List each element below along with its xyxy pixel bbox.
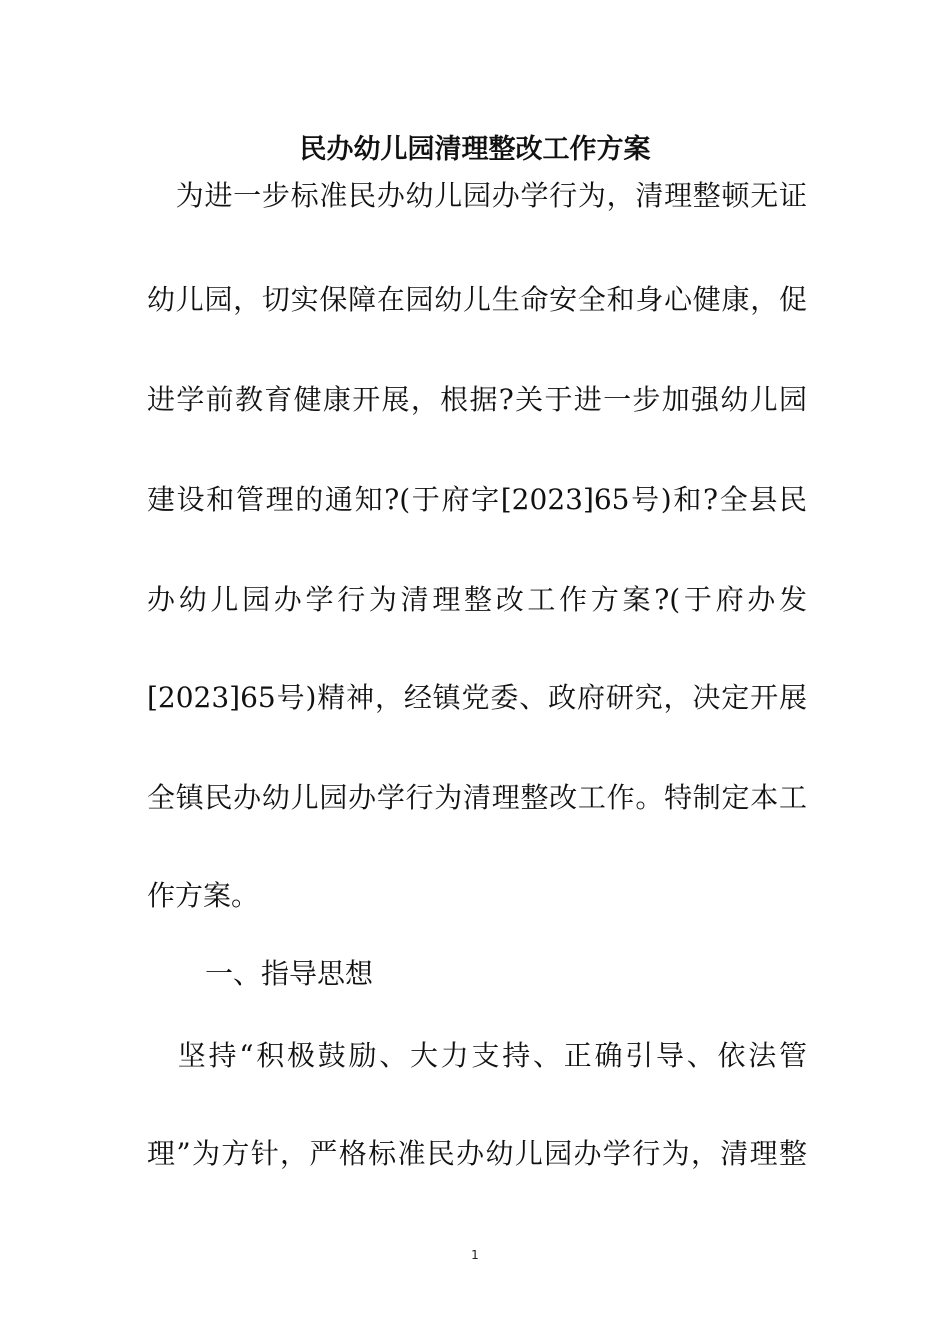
paragraph-line: 全镇民办幼儿园办学行为清理整改工作。特制定本工 — [147, 781, 807, 814]
paragraph-line: 理”为方针，严格标准民办幼儿园办学行为，清理整 — [147, 1137, 807, 1170]
page-number: 1 — [471, 1248, 479, 1262]
paragraph-line: 作方案。 — [147, 879, 260, 912]
paragraph-line: 进学前教育健康开展，根据?关于进一步加强幼儿园 — [147, 383, 807, 416]
paragraph-line: 幼儿园，切实保障在园幼儿生命安全和身心健康，促 — [147, 283, 807, 316]
section-heading: 一、指导思想 — [205, 957, 374, 990]
document-title: 民办幼儿园清理整改工作方案 — [299, 134, 651, 165]
paragraph-line: 办幼儿园办学行为清理整改工作方案?(于府办发 — [147, 583, 807, 616]
paragraph-line: 为进一步标准民办幼儿园办学行为，清理整顿无证 — [147, 179, 807, 212]
paragraph-line: 坚持“积极鼓励、大力支持、正确引导、依法管 — [147, 1039, 807, 1072]
paragraph-line: 建设和管理的通知?(于府字[2023]65号)和?全县民 — [147, 483, 807, 516]
paragraph-line: [2023]65号)精神，经镇党委、政府研究，决定开展 — [147, 681, 807, 714]
